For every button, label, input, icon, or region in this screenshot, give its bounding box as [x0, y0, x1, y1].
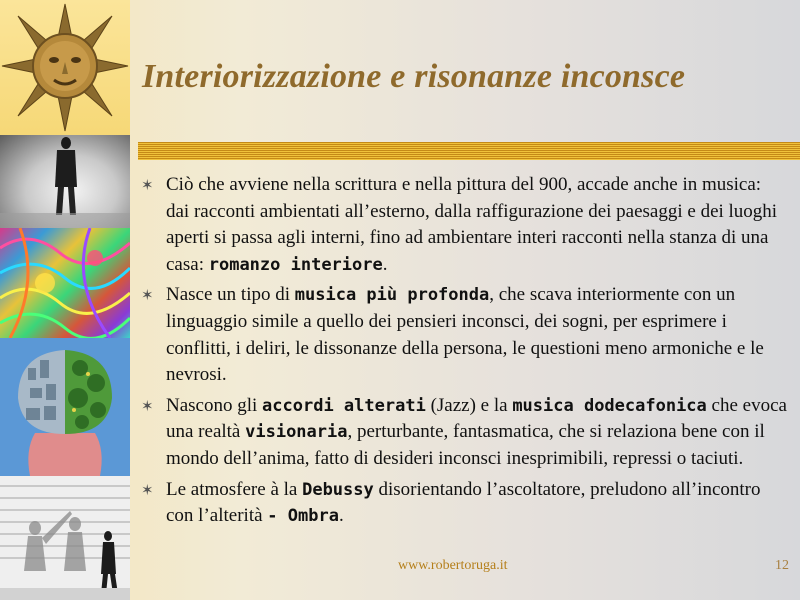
slide-title: Interiorizzazione e risonanze inconsce: [142, 58, 686, 95]
bullet-bold-text: Debussy: [302, 479, 374, 500]
bullet-bold-text: musica più profonda: [294, 285, 490, 306]
footer-website-link[interactable]: www.robertoruga.it: [398, 558, 508, 573]
bullet-list: [138, 172, 788, 534]
bullet-text: Ciò che avviene nella scrittura e nella pittura del 900, accade anche in musica: dai racconti ambientati all’esterno, dalla raffigurazione dei paesaggi e dei luoghi aperti si passa agli interni, fino ad ambientare interi racconti nella stanza di una casa:: [166, 174, 778, 275]
star-bullet-icon: ✶: [141, 398, 154, 415]
bullet-text: che evoca una realtà: [166, 394, 787, 443]
bullet-bold-text: romanzo interiore: [208, 254, 383, 275]
brain-head-image: [0, 338, 130, 476]
bullet-bold-text: accordi alterati: [262, 395, 426, 416]
bullet-text: disorientando l’ascoltatore, preludono all’incontro con l’alterità: [166, 478, 761, 527]
star-bullet-icon: ✶: [141, 482, 154, 499]
image-strip: [0, 0, 130, 600]
bullet-bold-text: - Ombra: [267, 506, 339, 527]
sun-face-image: [0, 0, 130, 135]
sun-face-icon: [0, 0, 130, 135]
title-divider: [138, 142, 800, 160]
bullet-bold-text: musica dodecafonica: [512, 395, 707, 416]
bullet-item: [138, 393, 788, 473]
star-bullet-icon: ✶: [141, 178, 154, 194]
bullet-text: .: [382, 253, 388, 275]
slide-number: 12: [775, 558, 789, 573]
bullet-text: Nascono gli: [166, 394, 263, 416]
star-bullet-icon: ✶: [141, 288, 154, 305]
bullet-text: (Jazz) e la: [425, 394, 513, 416]
psychedelic-pattern-image: [0, 228, 130, 338]
bullet-text: Nasce un tipo di: [166, 284, 295, 306]
bullet-text: , che scava interiormente con un linguaggio simile a quello dei pensieri inconsci, dei sogni, per esprimere i conflitti, i deliri, le dissonanze della persona, le questioni meno armoniche e le nevrosi.: [166, 284, 764, 386]
bullet-item: [138, 282, 788, 388]
bullet-text: Le atmosfere à la: [166, 478, 303, 500]
bullet-item: [138, 172, 788, 278]
bullet-text: , perturbante, fantasmatica, che si relaziona bene con il mondo dell’anima, fatto di desideri inconsci inesprimibili, repressi o taciuti.: [166, 421, 765, 469]
bullet-item: [138, 477, 788, 530]
man-in-fog-image: [0, 135, 130, 228]
shadow-dancers-image: [0, 476, 130, 600]
bullet-text: .: [338, 505, 344, 527]
bullet-bold-text: visionaria: [245, 422, 348, 443]
